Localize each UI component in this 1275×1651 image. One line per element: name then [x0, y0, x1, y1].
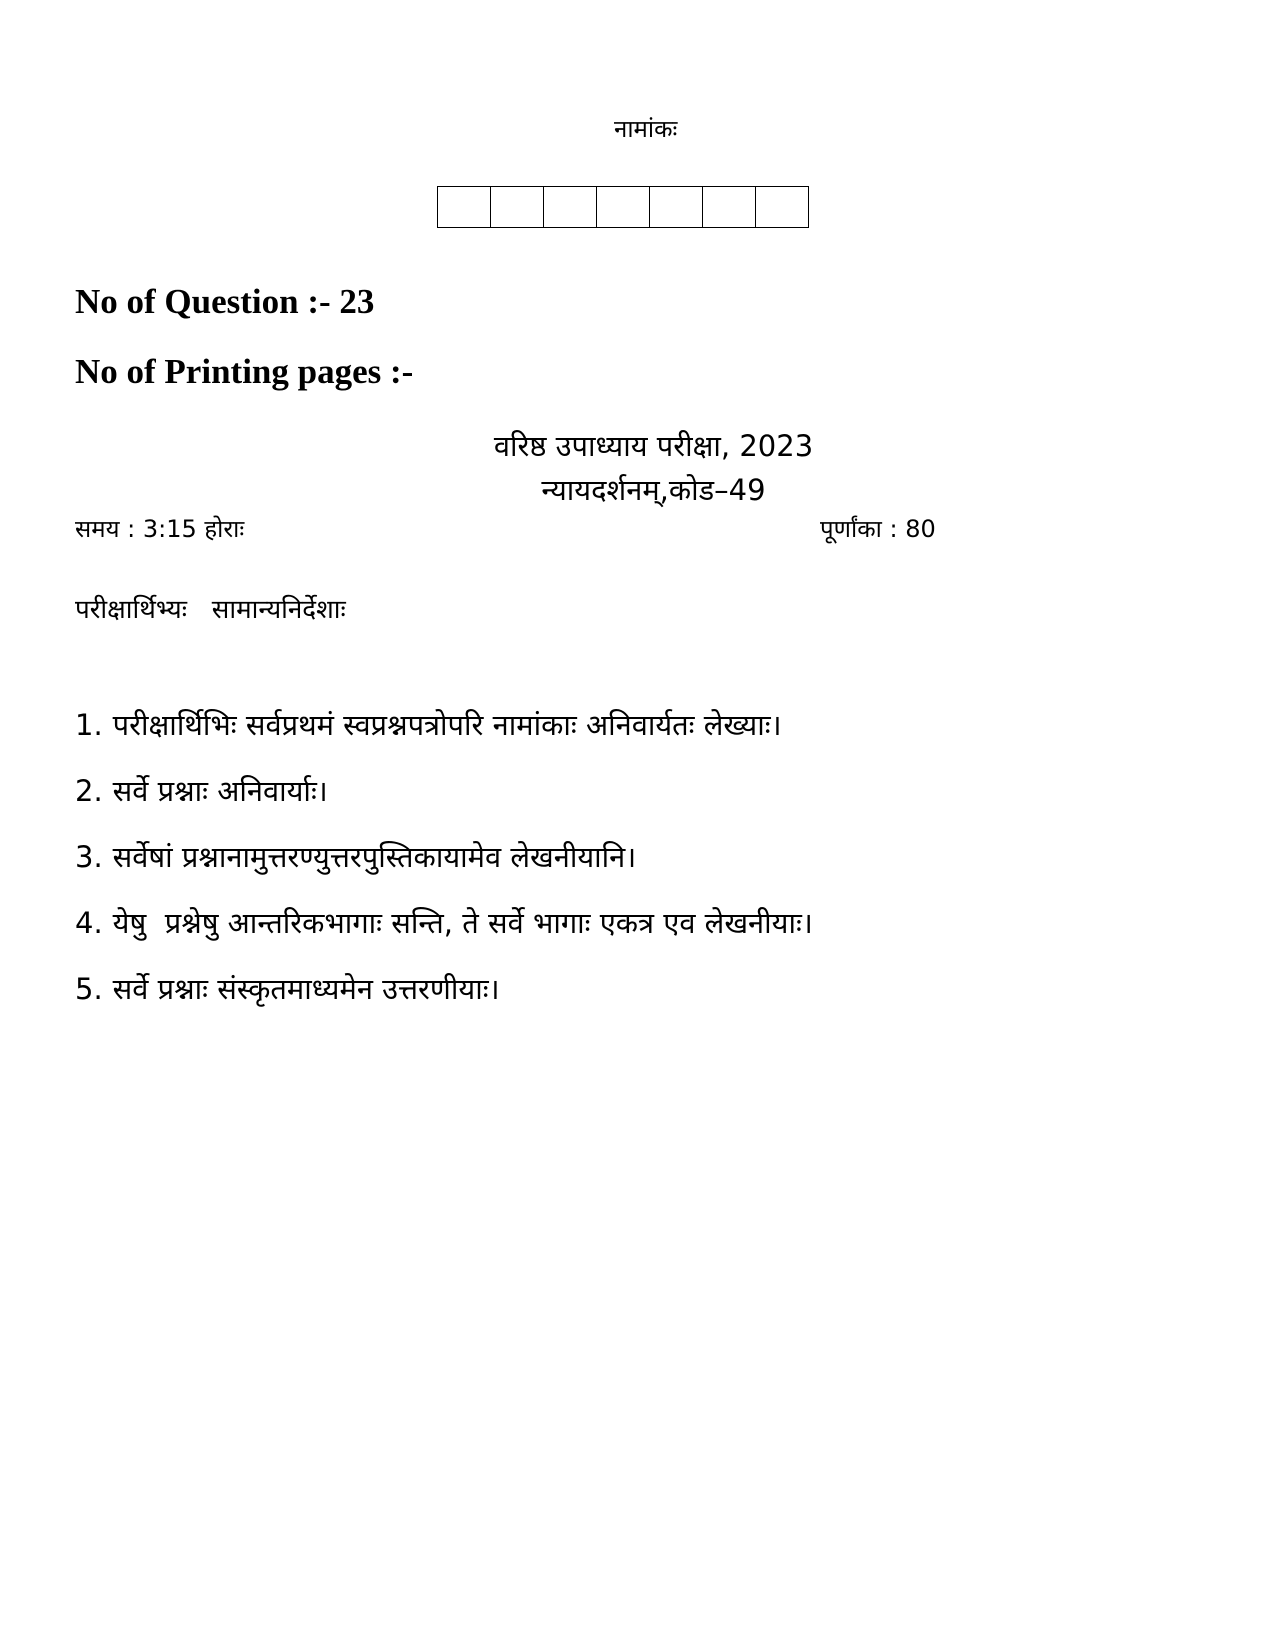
- instruction-text: सर्वे प्रश्नाः संस्कृतमाध्यमेन उत्तरणीयाः।: [112, 972, 500, 1006]
- instructions-heading: परीक्षार्थिभ्यः सामान्यनिर्देशाः: [75, 595, 346, 625]
- instruction-number: 2.: [75, 774, 103, 808]
- roll-number-box: [703, 187, 756, 227]
- instruction-number: 3.: [75, 840, 103, 874]
- max-marks: पूर्णांका : 80: [820, 515, 936, 543]
- instruction-number: 5.: [75, 972, 103, 1006]
- instruction-text: सर्वे प्रश्नाः अनिवार्याः।: [112, 774, 328, 808]
- roll-number-box: [650, 187, 703, 227]
- instruction-text: सर्वेषां प्रश्नानामुत्तरण्युत्तरपुस्तिकायामेव लेखनीयानि।: [112, 840, 637, 874]
- roll-number-box: [544, 187, 597, 227]
- printing-pages-count: No of Printing pages :-: [75, 352, 414, 391]
- roll-number-label: नामांकः: [614, 115, 678, 143]
- roll-number-box: [438, 187, 491, 227]
- exam-title: वरिष्ठ उपाध्याय परीक्षा, 2023: [493, 429, 814, 463]
- roll-number-box: [756, 187, 809, 227]
- instruction-item: [75, 969, 813, 1035]
- roll-number-boxes: [437, 186, 809, 228]
- instruction-text: परीक्षार्थिभिः सर्वप्रथमं स्वप्रश्नपत्रोपरि नामांकाः अनिवार्यतः लेख्याः।: [112, 708, 782, 742]
- instruction-item: [75, 771, 813, 837]
- instruction-number: 1.: [75, 708, 103, 742]
- instruction-item: [75, 705, 813, 771]
- exam-subject: न्यायदर्शनम्,कोड–49: [541, 473, 766, 507]
- roll-number-box: [491, 187, 544, 227]
- instruction-text: येषु प्रश्नेषु आन्तरिकभागाः सन्ति, ते सर्वे भागाः एकत्र एव लेखनीयाः।: [112, 906, 813, 940]
- exam-time: समय : 3:15 होराः: [75, 515, 245, 543]
- question-count: No of Question :- 23: [75, 282, 375, 321]
- instruction-item: [75, 837, 813, 903]
- instruction-number: 4.: [75, 906, 103, 940]
- roll-number-box: [597, 187, 650, 227]
- instruction-item: [75, 903, 813, 969]
- instructions-list: [75, 705, 813, 1035]
